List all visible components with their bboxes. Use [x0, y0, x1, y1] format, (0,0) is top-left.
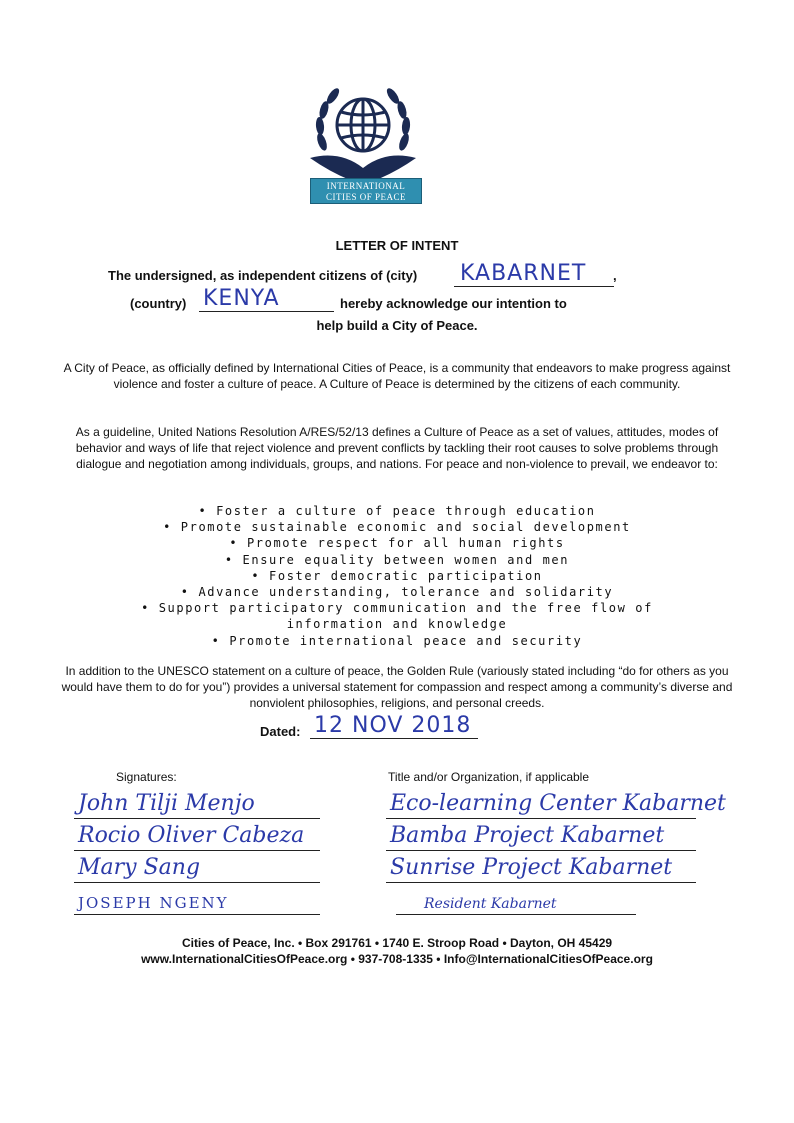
signature-name: Mary Sang — [78, 855, 201, 880]
date-field[interactable] — [310, 710, 478, 739]
list-item: • Promote sustainable economic and social development — [163, 520, 631, 535]
city-field[interactable] — [454, 260, 614, 287]
signature-name: John Tilji Menjo — [78, 791, 255, 816]
logo-text-line1: INTERNATIONAL — [326, 181, 406, 191]
signature-line[interactable] — [74, 822, 320, 851]
intro-line3-text: help build a City of Peace. — [316, 318, 478, 333]
list-item: • Ensure equality between women and men — [224, 552, 570, 567]
country-label: (country) — [130, 296, 187, 311]
signature-name: Rocio Oliver Cabeza — [78, 823, 305, 848]
organization-header: Title and/or Organization, if applicable — [388, 770, 589, 784]
footer-address: Cities of Peace, Inc. • Box 291761 • 1740 E. Stroop Road • Dayton, OH 45429 — [181, 936, 613, 950]
intro-line1 — [108, 268, 417, 283]
signature-line[interactable] — [74, 854, 320, 883]
list-item: • Foster a culture of peace through education — [198, 504, 596, 518]
country-value: KENYA — [203, 286, 280, 311]
logo-banner — [310, 178, 422, 204]
paragraph-definition: A City of Peace, as officially defined by International Cities of Peace, is a community that endeavors to make progress against violence and foster a culture of peace. A Culture of Peace is determined by the citizens of each community. — [63, 361, 731, 391]
footer-contact: www.InternationalCitiesOfPeace.org • 937-708-1335 • Info@InternationalCitiesOfPeace.org — [141, 952, 653, 966]
organization-line[interactable] — [386, 790, 726, 819]
paragraph-guideline: As a guideline, United Nations Resolution A/RES/52/13 defines a Culture of Peace as a set of values, attitudes, modes of behavior and ways of life that reject violence and prevent conflicts by tackling their root causes to solve problems through dialogue and negotiation among individuals, groups, and nations. For peace and non-violence to prevail, we endeavor to: — [75, 425, 719, 471]
paragraph-golden-rule: In addition to the UNESCO statement on a culture of peace, the Golden Rule (variously stated including “do for others as you would have them to do for you”) provides a universal statement for compassion and respect among a community’s diverse and nonviolent philosophies, religions, and personal creeds. — [61, 664, 733, 710]
dated-label: Dated: — [260, 724, 301, 739]
country-field[interactable] — [199, 284, 334, 312]
logo-text-line2: CITIES OF PEACE — [325, 192, 406, 202]
signatures-header: Signatures: — [116, 770, 177, 784]
organization-name: Bamba Project Kabarnet — [390, 823, 665, 848]
date-value: 12 NOV 2018 — [314, 713, 472, 738]
list-item: • Support participatory communication and the free flow of — [141, 601, 653, 616]
list-item: information and knowledge — [286, 617, 508, 632]
list-item: • Advance understanding, tolerance and solidarity — [180, 585, 614, 600]
organization-line[interactable] — [396, 886, 636, 915]
signature-line[interactable] — [74, 790, 320, 819]
letter-title: LETTER OF INTENT — [335, 238, 459, 253]
city-value: KABARNET — [460, 261, 587, 286]
signature-name: JOSEPH NGENY — [78, 894, 229, 912]
organization-name: Sunrise Project Kabarnet — [390, 855, 673, 880]
signature-line[interactable] — [74, 886, 320, 915]
city-comma: , — [613, 268, 617, 283]
list-item: • Promote respect for all human rights — [229, 536, 565, 551]
organization-name: Resident Kabarnet — [424, 896, 557, 912]
intro-line2-text: hereby acknowledge our intention to — [340, 296, 567, 311]
peace-goals-list — [0, 503, 794, 649]
list-item: • Foster democratic participation — [251, 568, 543, 583]
organization-line[interactable] — [386, 854, 696, 883]
list-item: • Promote international peace and security — [211, 633, 583, 648]
organization-name: Eco-learning Center Kabarnet — [390, 791, 726, 816]
intro-line1-text: The undersigned, as independent citizens of (city) — [108, 268, 418, 283]
organization-line[interactable] — [386, 822, 696, 851]
